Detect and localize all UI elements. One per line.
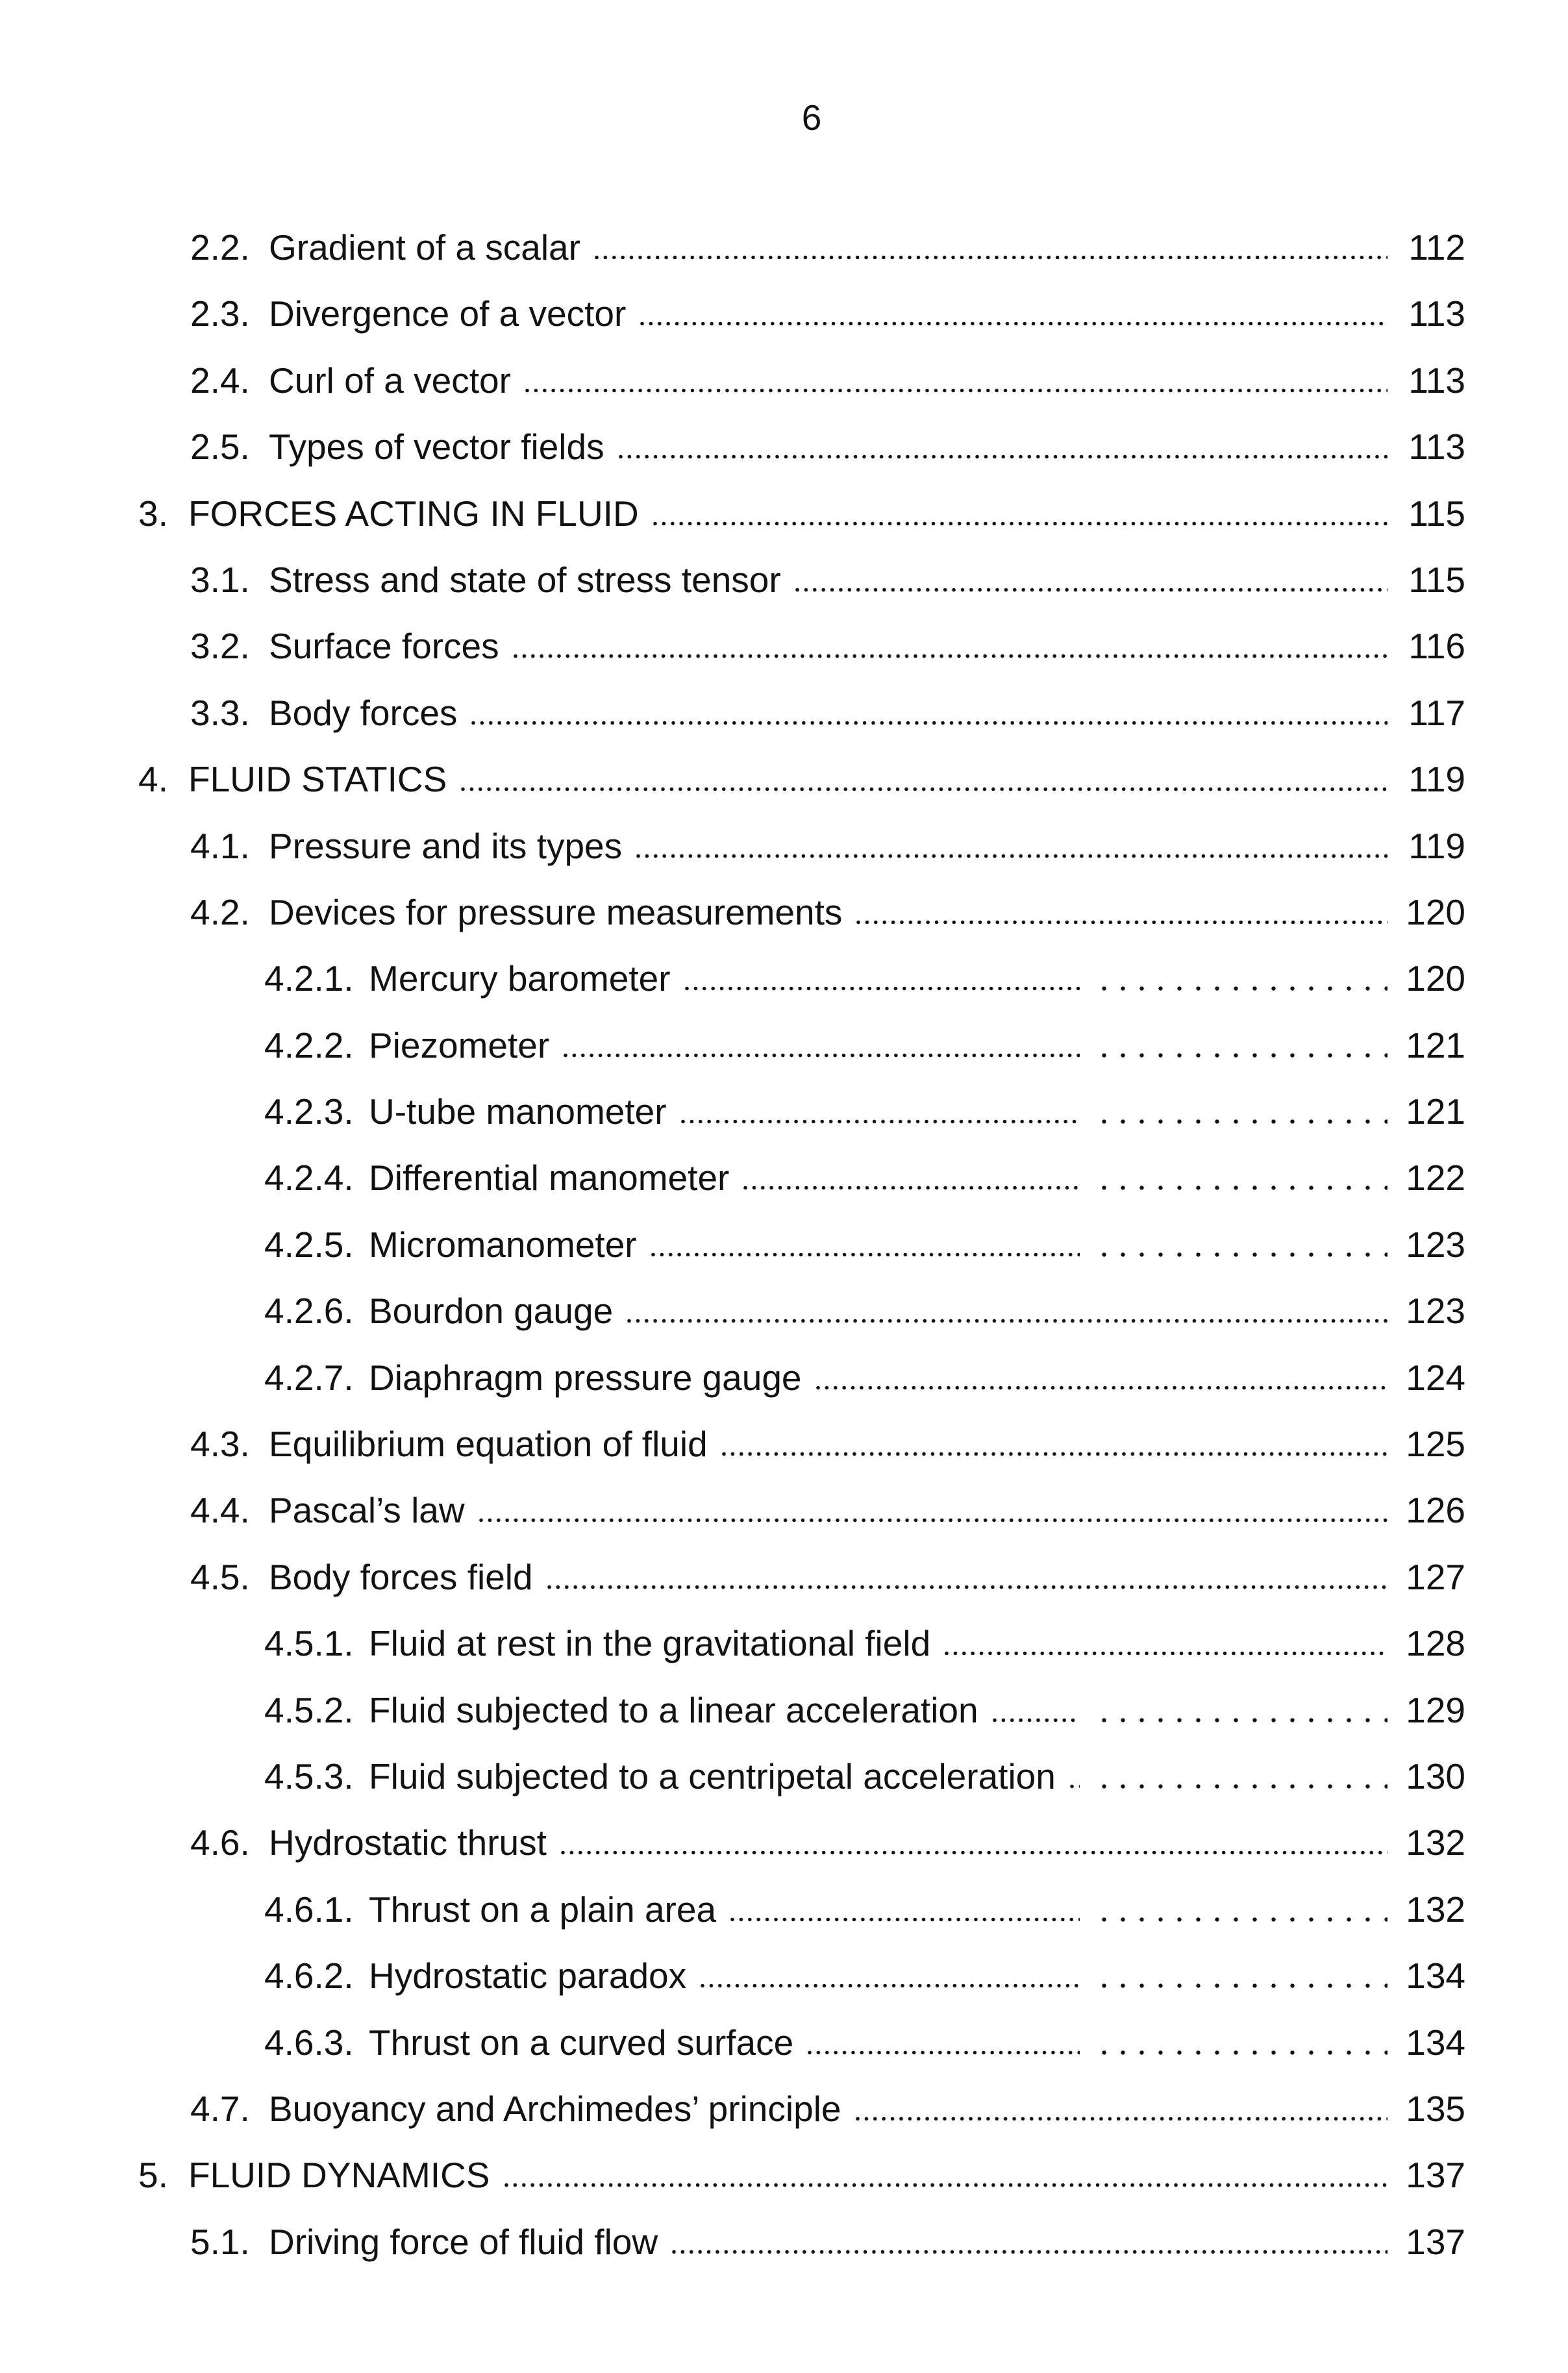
toc-entry [190,692,1465,758]
toc-entry-number: 3. [138,493,168,534]
toc-entry-title: Stress and state of stress tensor [269,559,781,600]
toc-entry-number: 4.1. [190,825,250,866]
toc-entry-number: 4.6.1. [264,1889,354,1930]
toc-entry [138,493,1465,559]
toc-entry [138,2154,1465,2220]
toc-entry-number: 3.3. [190,692,250,733]
toc-entry [264,1889,1465,1955]
dot-leader [685,986,1080,991]
toc-entry-title: Fluid at rest in the gravitational field [369,1623,931,1664]
toc-entry-title: U-tube manometer [369,1091,667,1132]
toc-entry-page: 113 [1408,360,1465,401]
toc-entry-title: Mercury barometer [369,958,671,999]
toc-entry-title: Bourdon gauge [369,1291,614,1332]
toc-entry-number: 4.5. [190,1556,250,1597]
toc-entry-number: 2.5. [190,427,250,467]
toc-entry-number: 5.1. [190,2221,250,2262]
toc-entry-title: FORCES ACTING IN FLUID [188,493,639,534]
toc-entry-title: Types of vector fields [269,427,604,467]
dot-leader [795,588,1388,592]
dot-leader [856,920,1388,925]
toc-entry [264,1955,1465,2021]
toc-entry-page: 119 [1408,825,1465,866]
dot-leader-tail [1102,1784,1388,1789]
dot-leader [681,1119,1080,1124]
toc-entry [190,625,1465,691]
toc-entry-page: 123 [1406,1291,1465,1332]
toc-entry-title: Driving force of fluid flow [269,2221,658,2262]
toc-entry-number: 3.2. [190,626,250,667]
toc-entry-title: Buoyancy and Archimedes’ principle [269,2088,841,2129]
toc-entry-page: 123 [1406,1224,1465,1265]
toc-entry [190,293,1465,359]
toc-entry-page: 112 [1408,227,1465,267]
toc-entry-title: Hydrostatic paradox [369,1956,687,1996]
toc-entry-page: 137 [1406,2221,1465,2262]
toc-entry-number: 5. [138,2155,168,2196]
toc-entry-number: 4.7. [190,2088,250,2129]
toc-entry-title: Devices for pressure measurements [269,891,843,932]
dot-leader [504,2183,1388,2187]
toc-entry-title: Differential manometer [369,1158,730,1199]
toc-entry-page: 120 [1406,891,1465,932]
toc-entry-number: 4.2.2. [264,1025,354,1065]
toc-entry-number: 4.2.5. [264,1224,354,1265]
dot-leader [672,2250,1388,2254]
toc-entry-page: 125 [1406,1424,1465,1465]
dot-leader [627,1319,1388,1323]
dot-leader-tail [1102,1186,1388,1190]
dot-leader [1070,1784,1080,1789]
toc-entry-title: Equilibrium equation of fluid [269,1424,708,1465]
toc-entry [264,1025,1465,1091]
toc-entry [190,360,1465,426]
toc-entry-title: FLUID DYNAMICS [188,2155,490,2196]
toc-entry-number: 4.2.6. [264,1291,354,1332]
toc-entry [264,1290,1465,1356]
toc-entry-page: 122 [1406,1158,1465,1199]
toc-entry [264,1689,1465,1756]
toc-entry-number: 4.3. [190,1424,250,1465]
toc-entry [190,426,1465,492]
dot-leader [564,1053,1080,1058]
dot-leader-tail [1102,2050,1388,2055]
toc-entry-page: 127 [1406,1556,1465,1597]
toc-entry-number: 3.1. [190,559,250,600]
toc-entry-number: 4.6.3. [264,2022,354,2063]
toc-entry [190,891,1465,958]
toc-entry-page: 137 [1406,2155,1465,2196]
toc-entry-title: Thrust on a plain area [369,1889,717,1930]
toc-entry [264,2022,1465,2088]
toc-entry [190,2088,1465,2154]
dot-leader [479,1518,1388,1522]
dot-leader [808,2050,1080,2055]
dot-leader [651,1252,1080,1257]
toc-entry [190,559,1465,625]
dot-leader [856,2117,1388,2121]
toc-entry-number: 2.4. [190,360,250,401]
toc-entry-number: 4.2.4. [264,1158,354,1199]
toc-entry [190,1556,1465,1622]
toc-entry-number: 4.6. [190,1822,250,1863]
toc-entry-page: 113 [1408,427,1465,467]
toc-entry [264,958,1465,1024]
toc-entry-page: 124 [1406,1357,1465,1398]
dot-leader [722,1452,1388,1456]
dot-leader [993,1718,1080,1722]
toc-entry-page: 135 [1406,2088,1465,2129]
toc-entry [190,2221,1465,2287]
dot-leader-tail [1102,986,1388,991]
toc-entry-title: Pascal’s law [269,1490,465,1531]
dot-leader [561,1850,1388,1855]
toc-entry-page: 117 [1408,692,1465,733]
toc-entry-page: 116 [1408,626,1465,667]
toc-entry-number: 4.5.3. [264,1756,354,1796]
dot-leader-tail [1102,1718,1388,1722]
toc-entry-page: 129 [1406,1689,1465,1730]
toc-entry [190,1489,1465,1556]
toc-entry-title: Pressure and its types [269,825,623,866]
toc-entry-number: 4.6.2. [264,1956,354,1996]
table-of-contents [138,227,1465,2287]
toc-entry-page: 126 [1406,1490,1465,1531]
toc-entry-page: 132 [1406,1889,1465,1930]
toc-entry-page: 121 [1406,1025,1465,1065]
toc-entry-page: 119 [1408,759,1465,800]
toc-entry-number: 4.2.3. [264,1091,354,1132]
toc-entry-title: Micromanometer [369,1224,637,1265]
toc-entry-number: 2.3. [190,293,250,334]
toc-entry [138,758,1465,825]
toc-entry-page: 134 [1406,1956,1465,1996]
toc-entry [264,1622,1465,1689]
toc-entry [190,1822,1465,1888]
dot-leader [730,1917,1080,1922]
toc-entry-number: 4.2.7. [264,1357,354,1398]
dot-leader-tail [1102,1252,1388,1257]
dot-leader-tail [1102,1983,1388,1988]
toc-entry-page: 132 [1406,1822,1465,1863]
toc-entry-page: 134 [1406,2022,1465,2063]
dot-leader [547,1585,1388,1589]
toc-entry-page: 121 [1406,1091,1465,1132]
toc-entry-page: 113 [1408,293,1465,334]
dot-leader [653,521,1388,526]
toc-entry-title: Body forces field [269,1556,533,1597]
dot-leader-tail [1102,1053,1388,1058]
dot-leader [945,1651,1388,1656]
toc-entry-number: 4.2. [190,891,250,932]
dot-leader [701,1983,1080,1988]
toc-entry-title: Fluid subjected to a centripetal acceleration [369,1756,1056,1796]
toc-entry-page: 130 [1406,1756,1465,1796]
toc-entry-title: Diaphragm pressure gauge [369,1357,802,1398]
toc-entry-page: 128 [1406,1623,1465,1664]
toc-entry [264,1357,1465,1423]
toc-entry [264,1157,1465,1223]
toc-entry-title: Surface forces [269,626,499,667]
dot-leader-tail [1102,1119,1388,1124]
toc-entry-title: FLUID STATICS [188,759,447,800]
toc-entry [264,1224,1465,1290]
toc-entry-number: 4.5.2. [264,1689,354,1730]
toc-entry-title: Curl of a vector [269,360,511,401]
toc-entry [190,227,1465,293]
dot-leader-tail [1102,1917,1388,1922]
toc-entry-number: 4.2.1. [264,958,354,999]
dot-leader [514,654,1388,658]
toc-entry-title: Gradient of a scalar [269,227,580,267]
dot-leader [636,854,1388,858]
dot-leader [471,721,1388,725]
toc-entry-number: 2.2. [190,227,250,267]
page-number: 6 [801,97,822,138]
dot-leader [461,787,1388,791]
toc-entry-title: Divergence of a vector [269,293,627,334]
dot-leader [525,388,1388,393]
toc-entry [264,1756,1465,1822]
dot-leader [640,321,1388,326]
toc-entry [264,1091,1465,1157]
toc-entry-page: 120 [1406,958,1465,999]
toc-entry [190,825,1465,891]
toc-entry-page: 115 [1408,559,1465,600]
toc-entry-title: Piezometer [369,1025,550,1065]
toc-entry-title: Thrust on a curved surface [369,2022,794,2063]
toc-entry [190,1423,1465,1489]
toc-entry-title: Fluid subjected to a linear acceleration [369,1689,978,1730]
dot-leader [619,454,1388,459]
toc-entry-number: 4.5.1. [264,1623,354,1664]
toc-entry-number: 4.4. [190,1490,250,1531]
dot-leader [816,1385,1388,1390]
toc-entry-title: Hydrostatic thrust [269,1822,547,1863]
dot-leader [743,1186,1080,1190]
toc-entry-title: Body forces [269,692,458,733]
toc-entry-page: 115 [1408,493,1465,534]
toc-entry-number: 4. [138,759,168,800]
dot-leader [595,255,1388,260]
